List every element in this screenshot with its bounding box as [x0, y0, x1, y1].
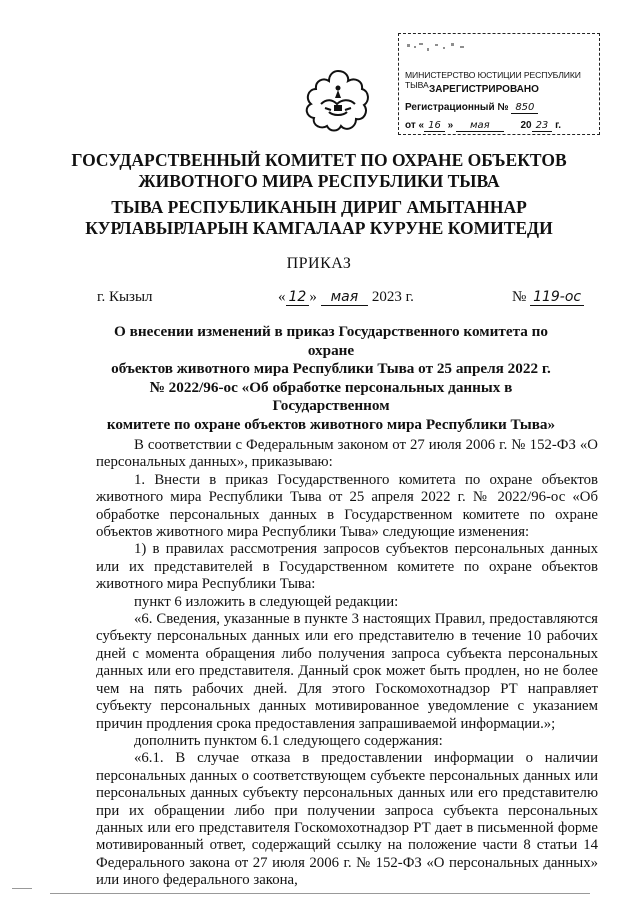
date-month: мая: [321, 289, 369, 306]
stamp-registered: ЗАРЕГИСТРИРОВАНО: [429, 84, 539, 95]
scan-bottom-edge: [50, 893, 590, 894]
stamp-day: 16: [424, 120, 445, 132]
org-name-tuvan: [0, 197, 638, 239]
stamp-from-label: от «: [405, 120, 425, 131]
stamp-ministry: МИНИСТЕРСТВО ЮСТИЦИИ РЕСПУБЛИКИ ТЫВА: [405, 70, 581, 90]
stamp-reg-number: 850: [511, 102, 538, 114]
document-number: [512, 289, 584, 306]
body-paragraph-item1: 1. Внести в приказ Государственного комитета по охране объектов животного мира Республики Тыва от 25 апреля 2022 г. № 2022/96-ос «Об обработке персональных данных в Государственном комитете по охране объектов животного мира Республики Тыва» следующие изменения:: [96, 471, 598, 541]
stamp-month: мая: [456, 120, 504, 132]
body-paragraph-point61: «6.1. В случае отказа в предоставлении информации о наличии персональных данных о соответствующем субъекте персональных данных или персональных данных субъекту персональных данных или его представителю при их обращении либо при получении запроса субъекта персональных данных или его представителя Госкомохотнадзор РТ дает в письменной форме мотивированный ответ, содержащий ссылку на положение части 8 статьи 14 Федерального закона от 27 июля 2006 г. № 152-ФЗ «О персональных данных» или иного федерального закона,: [96, 750, 598, 889]
document-body: [96, 437, 598, 890]
stamp-year-unit: г.: [555, 120, 562, 131]
date-close-quote: »: [309, 289, 317, 305]
date-year: 2023 г.: [371, 289, 414, 305]
scan-left-mark: [12, 888, 32, 895]
date-open-quote: «: [278, 289, 286, 305]
subject-line2: объектов животного мира Республики Тыва от 25 апреля 2022 г.: [111, 360, 551, 377]
body-paragraph-subitem1: 1) в правилах рассмотрения запросов субъектов персональных данных или их представителей в Государственном комитете по охране объектов животного мира Республики Тыва:: [96, 541, 598, 593]
body-paragraph-point6-intro: пункт 6 изложить в следующей редакции:: [134, 593, 399, 610]
stamp-noise-graphic: [405, 40, 475, 58]
stamp-reg-label: Регистрационный №: [405, 102, 509, 113]
org-name-tuvan-line1: ТЫВА РЕСПУБЛИКАНЫН ДИРИГ АМЫТАННАР: [111, 197, 527, 217]
org-name-russian-line1: ГОСУДАРСТВЕННЫЙ КОМИТЕТ ПО ОХРАНЕ ОБЪЕКТОВ: [71, 150, 567, 170]
org-name-russian: [0, 150, 638, 192]
stamp-date-row: [405, 120, 561, 131]
document-subject: [96, 323, 566, 434]
document-type-title: ПРИКАЗ: [286, 255, 352, 272]
body-paragraph-point61-intro: дополнить пунктом 6.1 следующего содержания:: [134, 732, 443, 749]
stamp-reg-number-row: [405, 102, 538, 113]
org-name-russian-line2: ЖИВОТНОГО МИРА РЕСПУБЛИКИ ТЫВА: [138, 171, 500, 191]
org-name-tuvan-line2: КУРЛАВЫРЛАРЫН КАМГАЛААР КУРУНЕ КОМИТЕДИ: [85, 218, 553, 238]
subject-line4: комитете по охране объектов животного мира Республики Тыва»: [106, 415, 556, 433]
number-value: 119-ос: [530, 289, 584, 306]
stamp-year-prefix: 20: [520, 120, 532, 131]
document-city: г. Кызыл: [97, 289, 153, 305]
subject-line1: О внесении изменений в приказ Государственного комитета по охране: [114, 323, 548, 359]
stamp-year-suffix: 23: [532, 120, 553, 132]
body-paragraph-preamble: В соответствии с Федеральным законом от 27 июля 2006 г. № 152-ФЗ «О персональных данных», приказываю:: [96, 437, 598, 471]
stamp-month-sep: »: [447, 120, 454, 131]
number-label: №: [512, 289, 527, 305]
date-day: 12: [286, 289, 310, 306]
subject-line3: № 2022/96-ос «Об обработке персональных данных в Государственном: [149, 378, 513, 414]
document-date: [278, 289, 414, 306]
republic-emblem-icon: [303, 68, 373, 138]
body-paragraph-point6: «6. Сведения, указанные в пункте 3 настоящих Правил, предоставляются субъекту персональных данных или его представителю в течение 10 рабочих дней с момента обращения либо получения запроса субъекта персональных данных или его представителя. Данный срок может быть продлен, но не более чем на пять рабочих дней. Для этого Госкомохотнадзор РТ направляет субъекту персональных данных мотивированное уведомление с указанием причин продления срока предоставления запрашиваемой информации.»;: [96, 611, 598, 732]
registration-stamp: [398, 33, 600, 135]
